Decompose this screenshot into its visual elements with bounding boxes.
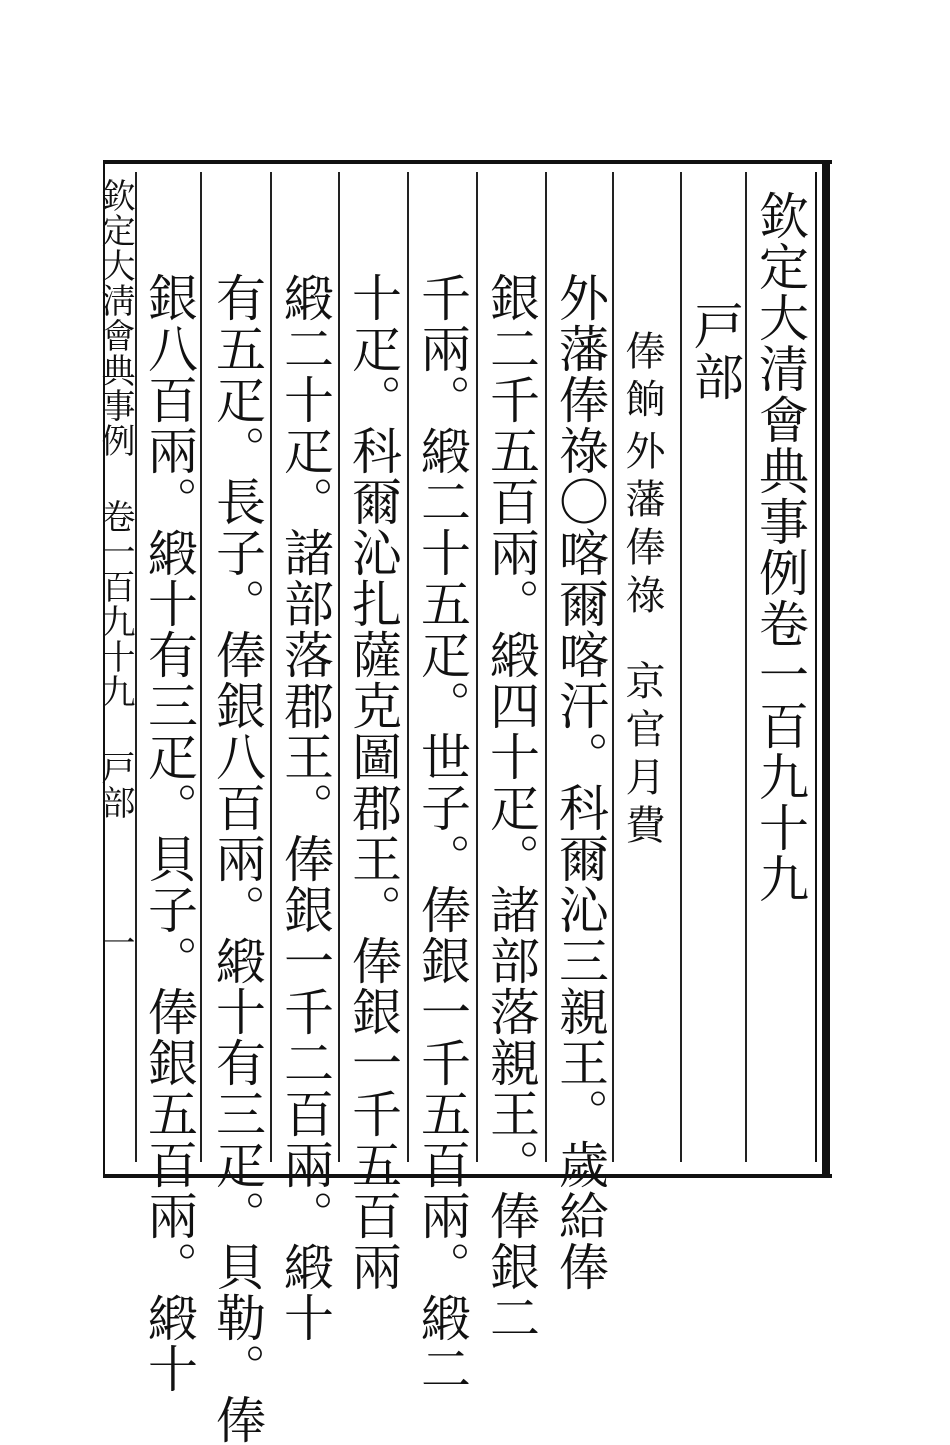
column-rule xyxy=(476,172,478,1162)
text-column: 十疋。科爾沁扎薩克圖郡王。俸銀一千五百兩 xyxy=(344,272,402,1292)
column-rule xyxy=(200,172,202,1162)
margin-label: 欽定大淸會典事例 卷一百九十九 戸部 xyxy=(95,178,135,820)
category-item: 外藩俸祿 xyxy=(619,430,665,622)
section-heading: 戸部 xyxy=(686,300,744,402)
column-rule xyxy=(270,172,272,1162)
page-frame-right-edge xyxy=(822,160,830,1174)
text-column: 外藩俸祿〇喀爾喀汗。科爾沁三親王。歲給俸 xyxy=(551,272,609,1292)
column-rule xyxy=(407,172,409,1162)
column-rule xyxy=(612,172,614,1162)
text-column: 千兩。緞二十五疋。世子。俸銀一千五百兩。緞二 xyxy=(413,272,471,1394)
page-title: 欽定大清會典事例卷一百九十九 xyxy=(751,190,809,904)
page-frame-right-inner-rule xyxy=(815,172,817,1162)
column-rule xyxy=(135,172,137,1162)
category-item: 京官月費 xyxy=(619,660,665,852)
text-column: 銀八百兩。緞十有三疋。貝子。俸銀五百兩。緞十 xyxy=(140,272,198,1394)
text-column: 緞二十疋。諸部落郡王。俸銀一千二百兩。緞十 xyxy=(276,272,334,1343)
column-rule xyxy=(338,172,340,1162)
category-main: 俸餉 xyxy=(619,330,665,426)
text-column: 有五疋。長子。俸銀八百兩。緞十有三疋。貝勒。俸 xyxy=(208,272,266,1445)
column-rule xyxy=(680,172,682,1162)
text-column: 銀二千五百兩。緞四十疋。諸部落親王。俸銀二 xyxy=(482,272,540,1343)
column-rule xyxy=(545,172,547,1162)
page-number: 一 xyxy=(95,925,135,960)
column-rule xyxy=(745,172,747,1162)
